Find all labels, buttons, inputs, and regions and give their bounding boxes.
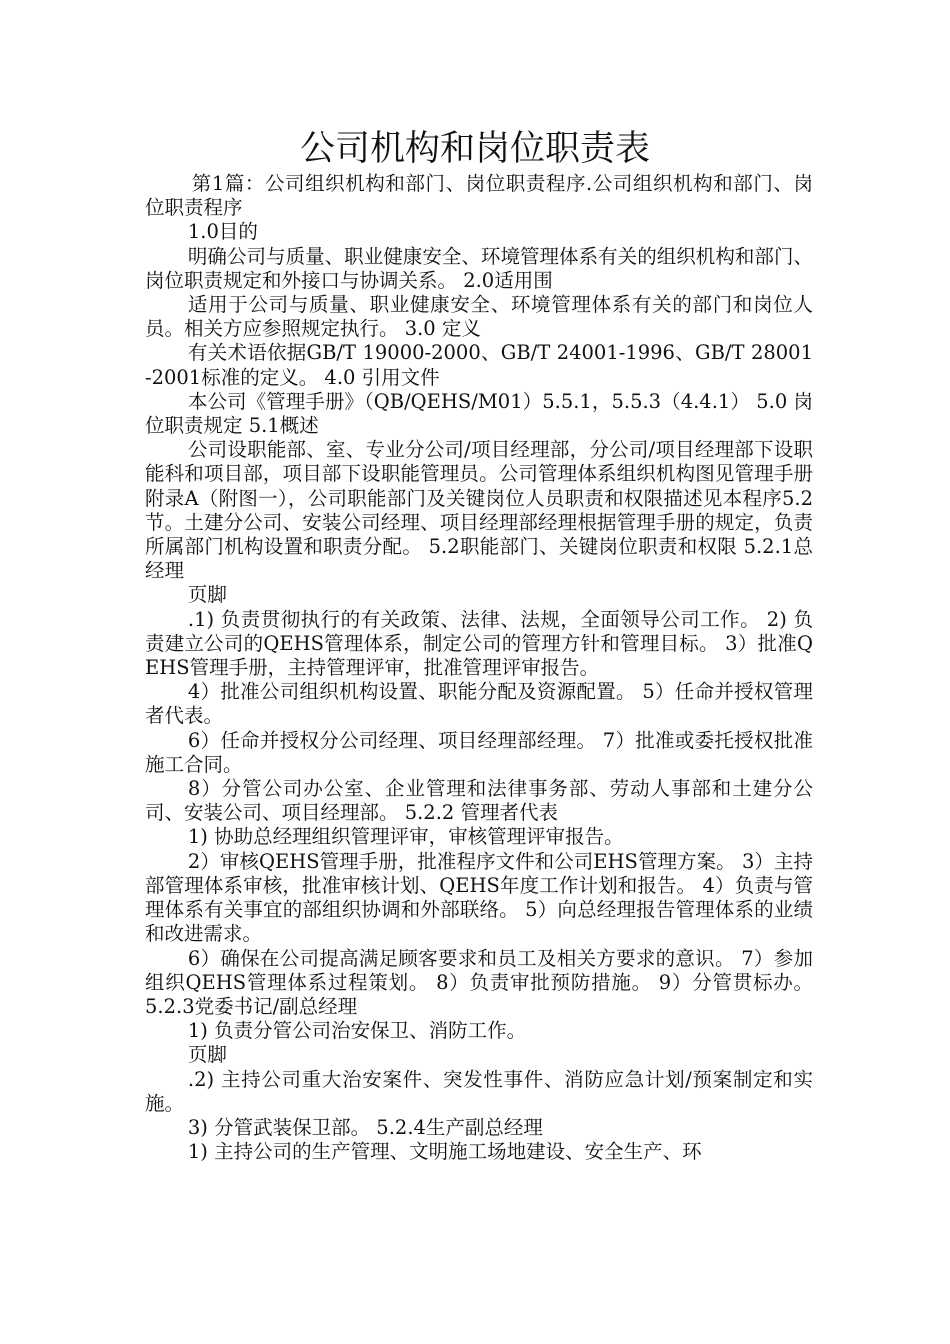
document-body	[145, 172, 813, 1164]
paragraph-rep-duties-1: 1) 协助总经理组织管理评审，审核管理评审报告。	[187, 825, 624, 849]
paragraph-references: 本公司《管理手册》（QB/QEHS/M01）5.5.1，5.5.3（4.4.1） 5.0 岗位职责规定 5.1概述	[145, 389, 813, 438]
paragraph-party-duties-1: 1) 负责分管公司治安保卫、消防工作。	[187, 1019, 527, 1043]
document-title: 公司机构和岗位职责表	[299, 129, 650, 169]
paragraph-intro: 第1篇：公司组织机构和部门、岗位职责程序.公司组织机构和部门、岗位职责程序	[145, 172, 813, 220]
paragraph-rep-duties-2: 2）审核QEHS管理手册，批准程序文件和公司EHS管理方案。 3）主持部管理体系审核，批准审核计划、QEHS年度工作计划和报告。 4）负责与管理体系有关事宜的部组织协调和外部联络。 5）向总经理报告管理体系的业绩和改进需求。	[145, 849, 813, 946]
paragraph-purpose-heading: 1.0目的	[187, 220, 258, 244]
paragraph-footer-2: 页脚	[187, 1043, 227, 1067]
paragraph-gm-duties-3: 6）任命并授权分公司经理、项目经理部经理。 7）批准或委托授权批准施工合同。	[145, 728, 813, 776]
paragraph-party-duties-3: 3) 分管武装保卫部。 5.2.4生产副总经理	[187, 1115, 543, 1139]
paragraph-party-duties-2: .2) 主持公司重大治安案件、突发性事件、消防应急计划/预案制定和实施。	[145, 1067, 813, 1115]
paragraph-definitions: 有关术语依据GB/T 19000-2000、GB/T 24001-1996、GB/T 28001-2001标准的定义。 4.0 引用文件	[145, 341, 813, 389]
paragraph-rep-duties-3: 6）确保在公司提高满足顾客要求和员工及相关方要求的意识。 7）参加组织QEHS管理体系过程策划。 8）负责审批预防措施。 9）分管贯标办。 5.2.3党委书记/副总经理	[145, 946, 813, 1018]
paragraph-gm-duties-1: .1) 负责贯彻执行的有关政策、法律、法规，全面领导公司工作。 2) 负责建立公司的QEHS管理体系，制定公司的管理方针和管理目标。 3）批准QEHS管理手册，主持管理评审，批准管理评审报告。	[145, 607, 813, 680]
paragraph-production-duties-1: 1) 主持公司的生产管理、文明施工场地建设、安全生产、环	[187, 1140, 702, 1164]
paragraph-purpose: 明确公司与质量、职业健康安全、环境管理体系有关的组织机构和部门、岗位职责规定和外接口与协调关系。 2.0适用围	[145, 244, 813, 292]
paragraph-overview: 公司设职能部、室、专业分公司/项目经理部，分公司/项目经理部下设职能科和项目部，项目部下设职能管理员。公司管理体系组织机构图见管理手册附录A（附图一），公司职能部门及关键岗位人员职责和权限描述见本程序5.2节。土建分公司、安装公司经理、项目经理部经理根据管理手册的规定，负责所属部门机构设置和职责分配。 5.2职能部门、关键岗位职责和权限 5.2.1总经理	[145, 438, 813, 583]
paragraph-footer-1: 页脚	[187, 583, 227, 607]
paragraph-gm-duties-2: 4）批准公司组织机构设置、职能分配及资源配置。 5）任命并授权管理者代表。	[145, 680, 813, 728]
paragraph-gm-duties-4: 8）分管公司办公室、企业管理和法律事务部、劳动人事部和土建分公司、安装公司、项目经理部。 5.2.2 管理者代表	[145, 777, 813, 825]
paragraph-scope: 适用于公司与质量、职业健康安全、环境管理体系有关的部门和岗位人员。相关方应参照规定执行。 3.0 定义	[145, 293, 813, 341]
